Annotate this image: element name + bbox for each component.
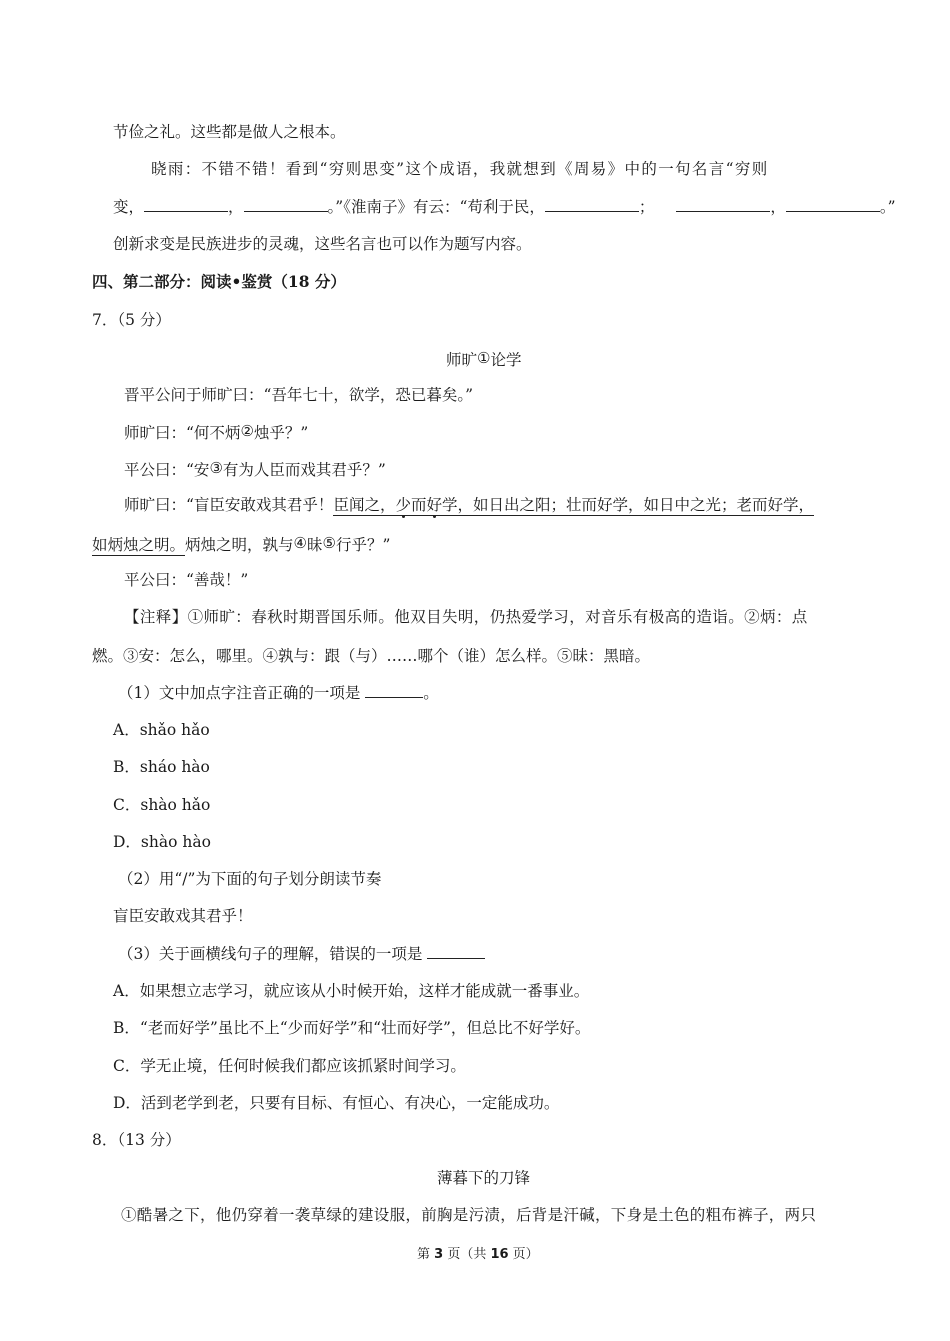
option-c[interactable]: C．学无止境，任何时候我们都应该抓紧时间学习。 (113, 1057, 466, 1075)
passage-line: 师旷曰：“盲臣安敢戏其君乎！臣闻之，少而好学，如日出之阳；壮而好学，如日中之光；老而好学， (124, 496, 815, 514)
sub-question: （3）关于画横线句子的理解，错误的一项是 (118, 943, 485, 965)
page-total: 16 (490, 1247, 509, 1262)
option-d[interactable]: D．shào hào (113, 833, 211, 851)
annotation-line: 【注释】①师旷：春秋时期晋国乐师。他双目失明，仍热爱学习，对音乐有极高的造诣。②炳：点 (124, 608, 808, 626)
passage-title: 薄暮下的刀锋 (437, 1169, 531, 1187)
section-heading: 四、第二部分：阅读•鉴赏（18 分） (92, 272, 346, 291)
answer-blank[interactable] (545, 197, 639, 212)
dotted-char: 少 (395, 496, 411, 514)
passage-line: 平公曰：“安③有为人臣而戏其君乎？” (124, 459, 386, 479)
answer-blank[interactable] (427, 944, 485, 959)
text: 。” (879, 198, 896, 216)
sub-question-text: 盲臣安敢戏其君乎！ (113, 907, 253, 925)
option-d[interactable]: D．活到老学到老，只要有目标、有恒心、有决心，一定能成功。 (113, 1094, 560, 1112)
text: ， (770, 198, 786, 216)
text: ， (228, 198, 244, 216)
passage-line: 师旷曰：“何不炳②烛乎？” (124, 422, 309, 442)
passage-title: 师旷①论学 (446, 349, 522, 369)
text: ； (638, 198, 655, 216)
passage-line: 平公曰：“善哉！” (124, 571, 249, 589)
answer-blank[interactable] (676, 197, 770, 212)
page-footer: 第 3 页（共 16 页） (417, 1247, 539, 1262)
answer-blank[interactable] (786, 197, 880, 212)
question-number: 8．（13 分） (92, 1131, 181, 1149)
passage-line: 晋平公问于师旷曰：“吾年七十，欲学，恐已暮矣。” (124, 386, 474, 404)
answer-blank[interactable] (365, 683, 423, 698)
page-number: 3 (434, 1247, 444, 1262)
annotation-line: 燃。③安：怎么，哪里。④孰与：跟（与）……哪个（谁）怎么样。⑤昧：黑暗。 (92, 647, 651, 665)
text: 变， (113, 198, 145, 216)
dotted-char: 好 (426, 496, 442, 514)
text-line: 晓雨：不错不错！看到“穷则思变”这个成语，我就想到《周易》中的一句名言“穷则 (151, 160, 769, 178)
question-number: 7．（5 分） (92, 311, 171, 329)
text-line-with-blanks (113, 196, 896, 218)
text: 。”《淮南子》有云：“苟利于民， (327, 198, 545, 216)
answer-blank[interactable] (144, 197, 228, 212)
passage-line: 如炳烛之明。炳烛之明，孰与④昧⑤行乎？” (92, 534, 391, 554)
option-a[interactable]: A．shǎo hǎo (113, 721, 210, 739)
option-a[interactable]: A．如果想立志学习，就应该从小时候开始，这样才能成就一番事业。 (113, 982, 590, 1000)
sub-question: （1）文中加点字注音正确的一项是 。 (118, 684, 439, 702)
sub-question: （2）用“/”为下面的句子划分朗读节奏 (118, 870, 382, 888)
option-b[interactable]: B．sháo hào (113, 758, 210, 776)
text-line: 节俭之礼。这些都是做人之根本。 (113, 123, 346, 141)
option-c[interactable]: C．shào hǎo (113, 796, 211, 814)
answer-blank[interactable] (244, 197, 328, 212)
option-b[interactable]: B．“老而好学”虽比不上“少而好学”和“壮而好学”，但总比不好学好。 (113, 1019, 591, 1037)
passage-line: ①酷暑之下，他仍穿着一袭草绿的建设服，前胸是污渍，后背是汗碱，下身是土色的粗布裤子，两只 (121, 1206, 817, 1224)
text-line: 创新求变是民族进步的灵魂，这些名言也可以作为题写内容。 (113, 235, 532, 253)
underlined-sentence: 臣闻之，少而好学，如日出之阳；壮而好学，如日中之光；老而好学， (333, 496, 815, 514)
underlined-sentence: 如炳烛之明。 (92, 536, 186, 554)
